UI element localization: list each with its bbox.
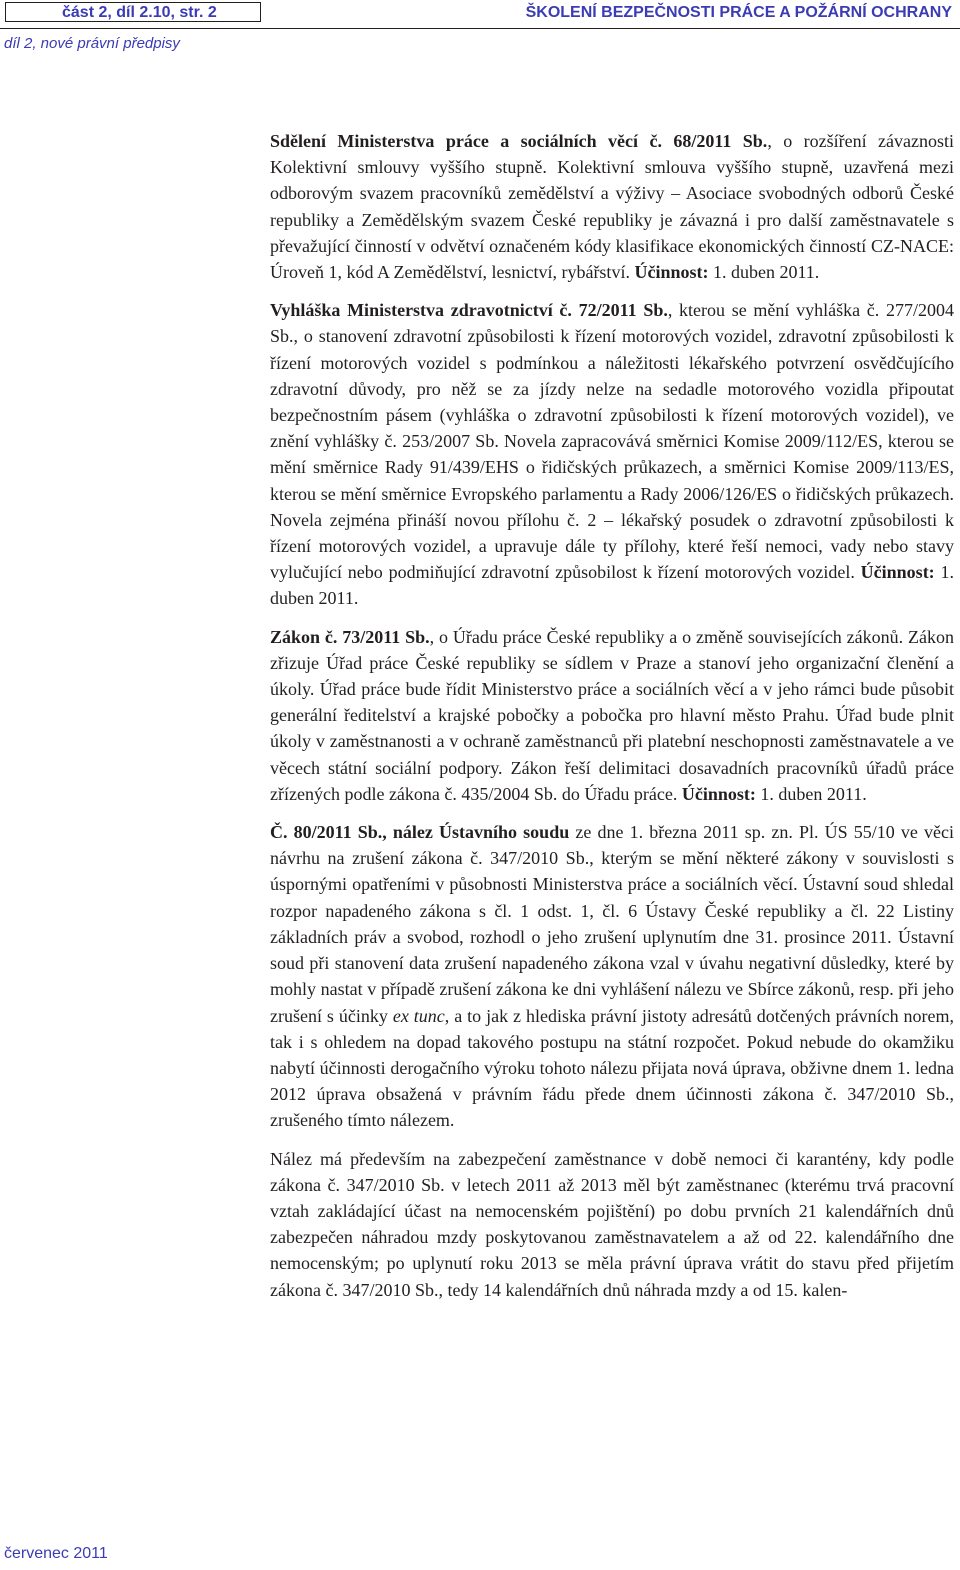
closing-paragraph: Nález má především na zabezpečení zaměstnance v době nemoci či karantény, kdy podle zákona č. 347/2010 Sb. v letech 2011 až 2013 měl být zaměstnanec (kterému trvá pracovní vztah zakládající účast na nemocenském pojištění) po dobu prvních 21 kalendářních dnů zabezpečen náhradou mzdy poskytovanou zaměstnavatelem a až od 22. kalendářního dne nemocenským; po uplynutí roku 2013 se měla právní úprava vrátit do stavu před přijetím zákona č. 347/2010 Sb., tedy 14 kalendářních dnů náhrada mzdy a od 15. kalen- [270,1148,954,1300]
running-title: ŠKOLENÍ BEZPEČNOSTI PRÁCE A POŽÁRNÍ OCHRANY [525,4,952,21]
effect-label: Účinnost: [860,562,935,583]
issue-date: červenec 2011 [4,1545,108,1562]
entry-paragraph [270,128,954,285]
entry-title: Zákon č. 73/2011 Sb. [270,626,430,647]
article-body [270,128,954,1303]
effect-label: Účinnost: [634,262,709,283]
effect-label: Účinnost: [681,783,756,804]
section-label: část 2, díl 2.10, str. 2 [62,4,217,21]
effect-date: 1. duben 2011. [708,262,820,283]
entry-text: , o rozšíření závaznosti Kolektivní smlouvy vyššího stupně. Kolektivní smlouva vyššího stupně, uzavřená mezi odborovým svazem pracovníků zemědělství a výživy – Asociace svobodných odborů České republiky a Zemědělským svazem České republiky je závazná i pro další zaměstnavatele s převažující činností v odvětví označeném kódy klasifikace ekonomických činností CZ-NACE: Úroveň 1, kód A Zemědělství, lesnictví, rybářství. [270,131,954,283]
entry-paragraph [270,624,954,807]
section-label-box [5,2,261,22]
latin-term: ex tunc [392,1005,445,1026]
entry-text-continued: , a to jak z hlediska právní jistoty adresátů dotčených právních norem, tak i s ohledem na dopad takového postupu na státní rozpočet. Pokud nebude do okamžiku nabytí účinnosti derogačního výroku tohoto nálezu přijata nová úprava, obživne dnem 1. ledna 2012 úprava obsažená v právním řádu přede dnem účinnosti zákona č. 347/2010 Sb., zrušeného tímto nálezem. [270,1005,955,1131]
effect-date: 1. duben 2011. [755,783,867,804]
entry-title: Č. 80/2011 Sb., nález Ústavního soudu [270,822,570,843]
section-subtitle: díl 2, nové právní předpisy [4,35,180,52]
effect-date: 1. duben 2011. [270,562,954,609]
header-rule [0,28,960,29]
entry-title: Vyhláška Ministerstva zdravotnictví č. 72/2011 Sb. [270,300,668,321]
entry-paragraph [270,819,954,1133]
entry-text: , kterou se mění vyhláška č. 277/2004 Sb., o stanovení zdravotní způsobilosti k řízení motorových vozidel, zdravotní způsobilosti k řízení motorových vozidel s podmínkou a náležitosti lékařského potvrzení osvědčujícího zdravotní důvody, pro něž se za jízdy nelze na sedadle motorového vozidla připoutat bezpečnostním pásem (vyhláška o zdravotní způsobilosti k řízení motorových vozidel), ve znění vyhlášky č. 253/2007 Sb. Novela zapracovává směrnici Komise 2009/112/ES, kterou se mění směrnice Rady 91/439/EHS o řidičských průkazech, a směrnici Komise 2009/113/ES, kterou se mění směrnice Evropského parlamentu a Rady 2006/126/ES o řidičských průkazech. Novela zejména přináší novou přílohu č. 2 – lékařský posudek o zdravotní způsobilosti k řízení motorových vozidel, a upravuje dále ty přílohy, které řeší nemoci, vady nebo stavy vylučující nebo podmiňující zdravotní způsobilost k řízení motorových vozidel. [270,300,954,583]
entry-paragraph [270,297,954,611]
entry-text: , o Úřadu práce České republiky a o změně souvisejících zákonů. Zákon zřizuje Úřad práce České republiky se sídlem v Praze a stanoví jeho organizační členění a úkoly. Úřad práce bude řídit Ministerstvo práce a sociálních věcí a v jeho rámci bude působit generální ředitelství a krajské pobočky a pobočka pro hlavní město Prahu. Úřad bude plnit úkoly v zaměstnanosti a v ochraně zaměstnanců při platební neschopnosti zaměstnavatele a ve věcech státní sociální podpory. Zákon řeší delimitaci dosavadních pracovníků úřadů práce zřízených podle zákona č. 435/2004 Sb. do Úřadu práce. [270,626,955,804]
entry-title: Sdělení Ministerstva práce a sociálních věcí č. 68/2011 Sb. [270,131,768,151]
entry-text: ze dne 1. března 2011 sp. zn. Pl. ÚS 55/10 ve věci návrhu na zrušení zákona č. 347/2010 Sb., kterým se mění některé zákony v souvislosti s úspornými opatřeními v působnosti Ministerstva práce a sociálních věcí. Ústavní soud shledal rozpor napadeného zákona s čl. 1 odst. 1, čl. 6 Ústavy České republiky a čl. 22 Listiny základních práv a svobod, rozhodl o jeho zrušení uplynutím dne 31. prosince 2011. Ústavní soud při stanovení data zrušení napadeného zákona vzal v úvahu negativní důsledky, které by mohly nastat v případě zrušení zákona ke dni vyhlášení nálezu ve Sbírce zákonů, resp. při jeho zrušení s účinky [270,822,954,1026]
